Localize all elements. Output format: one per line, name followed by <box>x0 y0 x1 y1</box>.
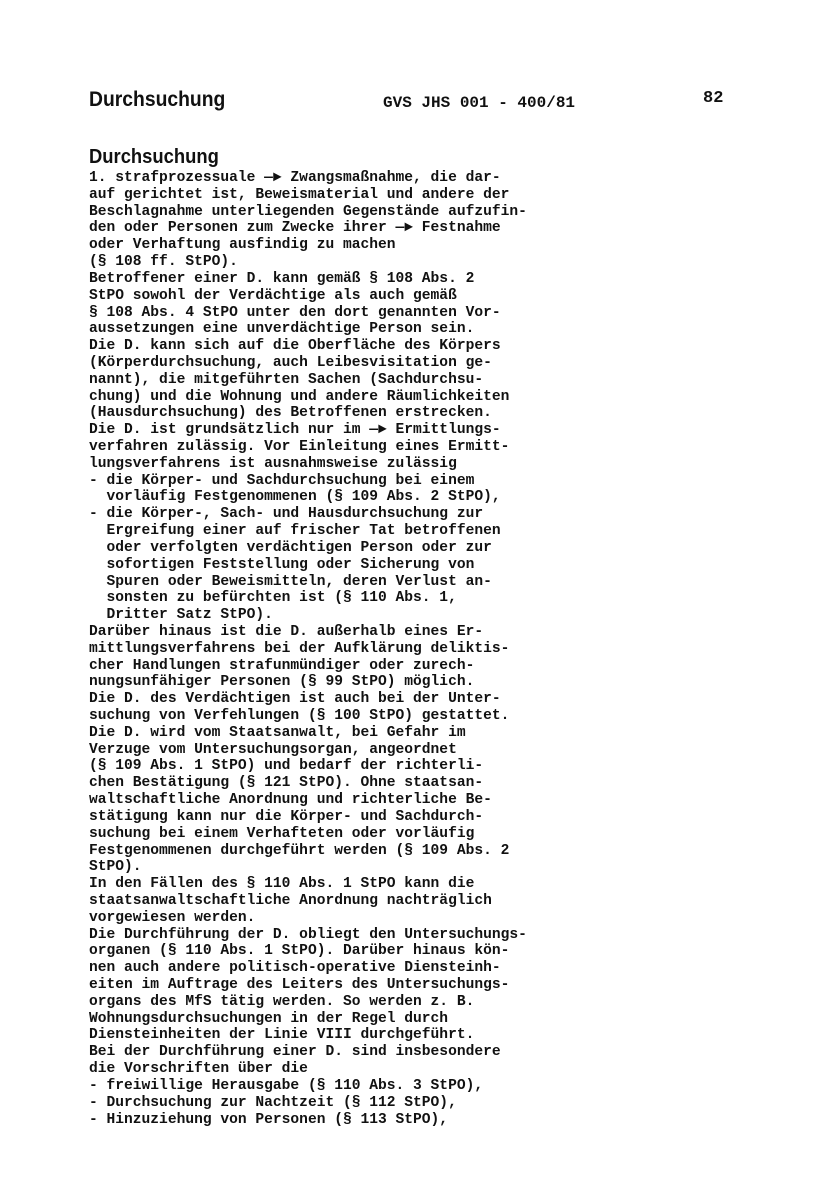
body-line: cher Handlungen strafunmündiger oder zurech- <box>89 657 475 674</box>
body-line: - freiwillige Herausgabe (§ 110 Abs. 3 StPO), <box>89 1077 484 1094</box>
body-line: Festgenommenen durchgeführt werden (§ 109 Abs. 2 <box>89 842 510 859</box>
body-line: sofortigen Feststellung oder Sicherung von <box>89 556 475 573</box>
body-line: staatsanwaltschaftliche Anordnung nachträglich <box>89 892 492 909</box>
body-line: Dritter Satz StPO). <box>89 607 273 624</box>
body-line: mittlungsverfahrens bei der Aufklärung deliktis- <box>89 640 510 657</box>
body-line: (§ 109 Abs. 1 StPO) und bedarf der richterli- <box>89 758 484 775</box>
body-line: suchung von Verfehlungen (§ 100 StPO) gestattet. <box>89 708 510 724</box>
body-line: waltschaftliche Anordnung und richterliche Be- <box>89 792 492 809</box>
body-line: Verzuge vom Untersuchungsorgan, angeordnet <box>89 741 457 758</box>
body-line: nen auch andere politisch-operative Diensteinh- <box>89 960 501 977</box>
body-line: Die Durchführung der D. obliegt den Untersuchungs- <box>89 926 527 943</box>
body-line: sonsten zu befürchten ist (§ 110 Abs. 1, <box>89 590 457 607</box>
body-line: den oder Personen zum Zwecke ihrer —► Festnahme <box>89 220 501 237</box>
body-line: Ergreifung einer auf frischer Tat betroffenen <box>89 523 501 540</box>
body-line: chen Bestätigung (§ 121 StPO). Ohne staatsan- <box>89 775 484 792</box>
body-line: oder verfolgten verdächtigen Person oder zur <box>89 539 492 556</box>
body-line: Diensteinheiten der Linie VIII durchgeführt. <box>89 1027 475 1044</box>
body-line: StPO). <box>89 859 142 876</box>
body-line: - die Körper- und Sachdurchsuchung bei einem <box>89 472 475 489</box>
body-line: (§ 108 ff. StPO). <box>89 254 238 271</box>
body-line: nungsunfähiger Personen (§ 99 StPO) möglich. <box>89 674 475 691</box>
body-line: chung) und die Wohnung und andere Räumlichkeiten <box>89 388 510 405</box>
body-line: suchung bei einem Verhafteten oder vorläufig <box>89 825 475 842</box>
body-line: § 108 Abs. 4 StPO unter den dort genannten Vor- <box>89 304 501 321</box>
body-line: StPO sowohl der Verdächtige als auch gemäß <box>89 287 457 304</box>
body-line: (Hausdurchsuchung) des Betroffenen erstrecken. <box>89 405 492 422</box>
body-line: Die D. kann sich auf die Oberfläche des Körpers <box>89 338 501 355</box>
body-line: oder Verhaftung ausfindig zu machen <box>89 237 396 254</box>
body-line: Betroffener einer D. kann gemäß § 108 Abs. 2 <box>89 270 475 287</box>
body-line: - Durchsuchung zur Nachtzeit (§ 112 StPO), <box>89 1094 457 1111</box>
body-line: Die D. wird vom Staatsanwalt, bei Gefahr im <box>89 724 466 741</box>
body-line: Bei der Durchführung einer D. sind insbesondere <box>89 1044 501 1061</box>
body-line: eiten im Auftrage des Leiters des Untersuchungs- <box>89 977 510 993</box>
body-line: verfahren zulässig. Vor Einleitung eines Ermitt- <box>89 439 510 455</box>
entry-heading: Durchsuchung <box>89 146 219 168</box>
body-line: Darüber hinaus ist die D. außerhalb eines Er- <box>89 623 484 640</box>
body-line: Spuren oder Beweismitteln, deren Verlust an- <box>89 573 492 590</box>
body-line: In den Fällen des § 110 Abs. 1 StPO kann die <box>89 876 475 893</box>
body-line: aussetzungen eine unverdächtige Person sein. <box>89 321 475 338</box>
body-line: (Körperdurchsuchung, auch Leibesvisitation ge- <box>89 354 492 371</box>
page-number: 82 <box>703 89 724 108</box>
body-line: stätigung kann nur die Körper- und Sachdurch- <box>89 808 484 825</box>
body-line: lungsverfahrens ist ausnahmsweise zulässig <box>89 455 457 472</box>
body-line: die Vorschriften über die <box>89 1061 308 1078</box>
body-line: Beschlagnahme unterliegenden Gegenstände aufzufin- <box>89 203 527 220</box>
body-line: organs des MfS tätig werden. So werden z. B. <box>89 993 475 1010</box>
body-line: Die D. ist grundsätzlich nur im —► Ermittlungs- <box>89 422 501 439</box>
body-line: nannt), die mitgeführten Sachen (Sachdurchsu- <box>89 371 484 388</box>
body-line: Die D. des Verdächtigen ist auch bei der Unter- <box>89 691 501 708</box>
body-line: - Hinzuziehung von Personen (§ 113 StPO), <box>89 1111 449 1128</box>
body-line: organen (§ 110 Abs. 1 StPO). Darüber hinaus kön- <box>89 943 510 960</box>
document-id: GVS JHS 001 - 400/81 <box>383 94 576 112</box>
body-line: auf gerichtet ist, Beweismaterial und andere der <box>89 186 510 203</box>
body-line: 1. strafprozessuale —► Zwangsmaßnahme, die dar- <box>89 170 501 186</box>
body-line: vorläufig Festgenommenen (§ 109 Abs. 2 StPO), <box>89 489 501 506</box>
entry-body <box>89 170 589 1128</box>
header-title: Durchsuchung <box>89 88 226 111</box>
body-line: - die Körper-, Sach- und Hausdurchsuchung zur <box>89 506 484 523</box>
body-line: vorgewiesen werden. <box>89 909 256 926</box>
body-line: Wohnungsdurchsuchungen in der Regel durch <box>89 1010 449 1027</box>
